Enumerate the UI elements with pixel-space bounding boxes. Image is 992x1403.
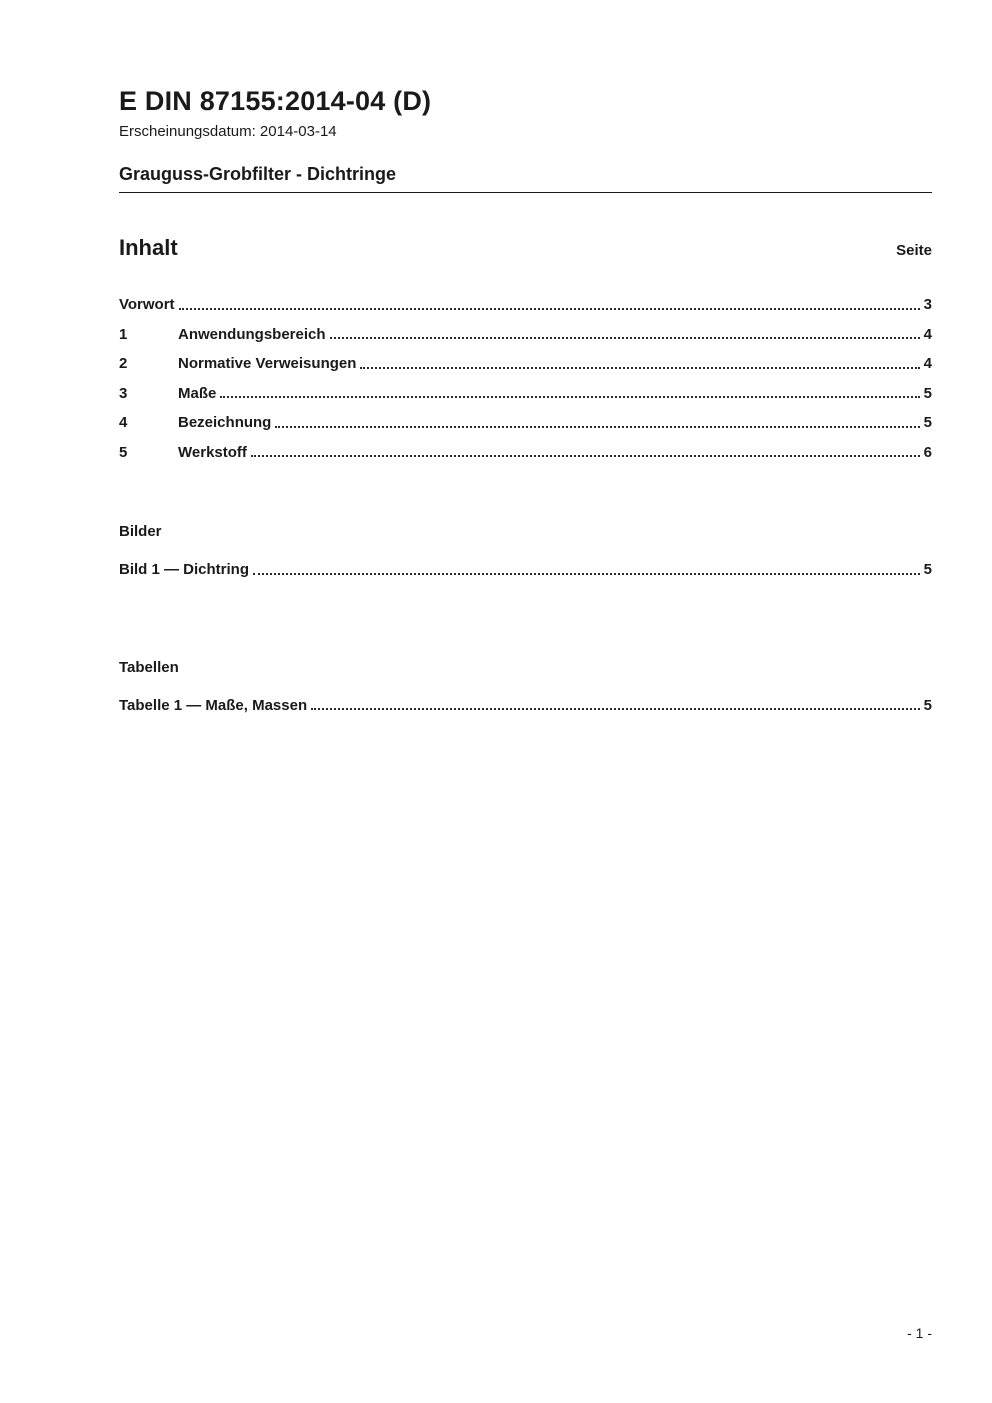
toc-entry-label: Normative Verweisungen <box>178 355 357 372</box>
dot-leader <box>360 367 919 369</box>
toc-entry-number: 1 <box>119 325 128 343</box>
dot-leader <box>253 573 920 575</box>
toc-entry-label: Bild 1 — Dichtring <box>119 561 250 578</box>
toc-entry-page: 4 <box>923 355 932 372</box>
toc-entry-label: Maße <box>178 384 217 402</box>
dot-leader <box>251 455 920 457</box>
toc-entry-number: 4 <box>119 414 128 431</box>
release-date: Erscheinungsdatum: 2014-03-14 <box>119 123 337 140</box>
toc-heading: Inhalt <box>119 235 178 260</box>
bilder-section <box>119 523 932 579</box>
toc-entry-masse[interactable] <box>119 386 932 403</box>
dot-leader <box>330 337 920 339</box>
toc-entry-page: 3 <box>923 296 932 313</box>
toc-entry-number: 3 <box>119 384 128 402</box>
toc-entry-page: 6 <box>923 443 932 461</box>
toc-entry-number: 5 <box>119 443 128 461</box>
toc-entry-page: 5 <box>923 384 932 402</box>
toc-entry-label: Vorwort <box>119 296 175 313</box>
dot-leader <box>311 708 920 710</box>
tabellen-section <box>119 659 932 715</box>
toc-entry-label: Bezeichnung <box>178 414 272 431</box>
toc-entry-normative-verweisungen[interactable] <box>119 356 932 373</box>
toc-page-column-label: Seite <box>896 242 932 259</box>
toc-entry-vorwort[interactable] <box>119 297 932 314</box>
toc-entry-page: 5 <box>923 414 932 431</box>
toc-entry-werkstoff[interactable] <box>119 445 932 462</box>
toc-entry-anwendungsbereich[interactable] <box>119 327 932 344</box>
dot-leader <box>179 308 920 310</box>
toc-entry-label: Tabelle 1 — Maße, Massen <box>119 696 308 714</box>
dot-leader <box>275 426 919 428</box>
toc-entry-page: 5 <box>923 696 932 714</box>
toc-entry-page: 5 <box>923 561 932 578</box>
page-number-footer: - 1 - <box>907 1325 932 1341</box>
dot-leader <box>220 396 919 398</box>
toc-entry-bezeichnung[interactable] <box>119 415 932 432</box>
bilder-heading: Bilder <box>119 523 162 540</box>
toc-entry-label: Werkstoff <box>178 443 247 461</box>
toc-entry-label: Anwendungsbereich <box>178 325 326 343</box>
doc-title: Grauguss-Grobfilter - Dichtringe <box>119 164 397 184</box>
doc-id: E DIN 87155:2014-04 (D) <box>119 86 432 116</box>
toc-entry-number: 2 <box>119 355 128 372</box>
tabellen-heading: Tabellen <box>119 658 179 676</box>
toc-header-row <box>119 235 932 261</box>
title-rule <box>119 192 932 193</box>
toc-entry-bild-1[interactable] <box>119 562 932 579</box>
toc-entry-tabelle-1[interactable] <box>119 698 932 715</box>
toc-list <box>119 297 932 461</box>
toc-entry-page: 4 <box>923 325 932 343</box>
